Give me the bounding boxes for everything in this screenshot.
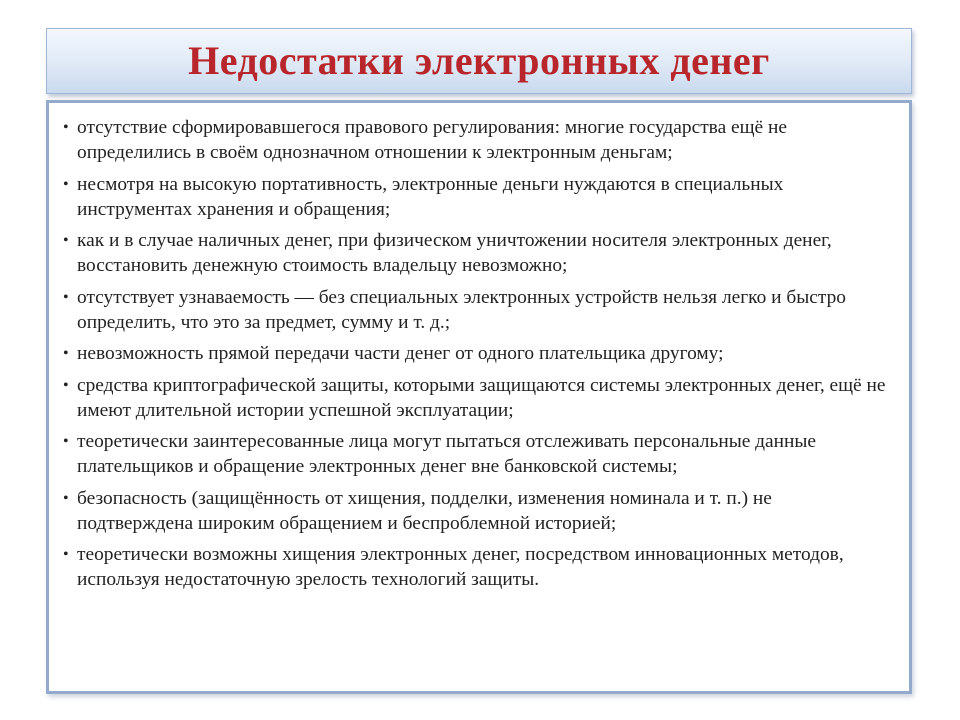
list-item-text: несмотря на высокую портативность, электронные деньги нуждаются в специальных инструментах хранения и обращения; [77, 173, 784, 220]
list-item [63, 542, 891, 592]
list-item-text: как и в случае наличных денег, при физическом уничтожении носителя электронных денег, восстановить денежную стоимость владельцу невозможно; [77, 230, 832, 276]
list-item-text: теоретически возможны хищения электронных денег, посредством инновационных методов, используя недостаточную зрелость технологий защиты. [77, 544, 844, 590]
bullet-icon: • [63, 119, 69, 136]
list-item [63, 115, 891, 165]
list-item-text: теоретически заинтересованные лица могут пытаться отслеживать персональные данные плательщиков и обращение электронных денег вне банковской системы; [77, 431, 817, 477]
bullet-icon: • [63, 345, 69, 362]
list-item [63, 228, 891, 278]
bullet-icon: • [63, 376, 69, 394]
list-item [63, 486, 891, 536]
list-item-text: средства криптографической защиты, которыми защищаются системы электронных денег, ещё не имеют длительной истории успешной эксплуатации; [77, 374, 886, 421]
bullet-list [63, 115, 891, 592]
bullet-icon: • [63, 232, 69, 249]
title-banner [46, 28, 912, 94]
list-item [63, 373, 891, 423]
list-item-text: отсутствие сформировавшегося правового регулирования: многие государства ещё не определились в своём однозначном отношении к электронным деньгам; [77, 117, 788, 163]
list-item [63, 341, 891, 366]
list-item [63, 429, 891, 479]
list-item-text: отсутствует узнаваемость — без специальных электронных устройств нельзя легко и быстро определить, что это за предмет, сумму и т. д.; [77, 286, 846, 333]
bullet-icon: • [63, 489, 69, 507]
list-item-text: безопасность (защищённость от хищения, подделки, изменения номинала и т. п.) не подтверждена широким обращением и беспроблемной историей; [77, 487, 772, 534]
list-item-text: невозможность прямой передачи части денег от одного плательщика другому; [77, 343, 724, 364]
content-panel [46, 100, 912, 694]
list-item [63, 172, 891, 222]
bullet-icon: • [63, 546, 69, 563]
bullet-icon: • [63, 433, 69, 450]
bullet-icon: • [63, 175, 69, 193]
slide-title: Недостатки электронных денег [188, 38, 770, 83]
bullet-icon: • [63, 288, 69, 306]
list-item [63, 285, 891, 335]
